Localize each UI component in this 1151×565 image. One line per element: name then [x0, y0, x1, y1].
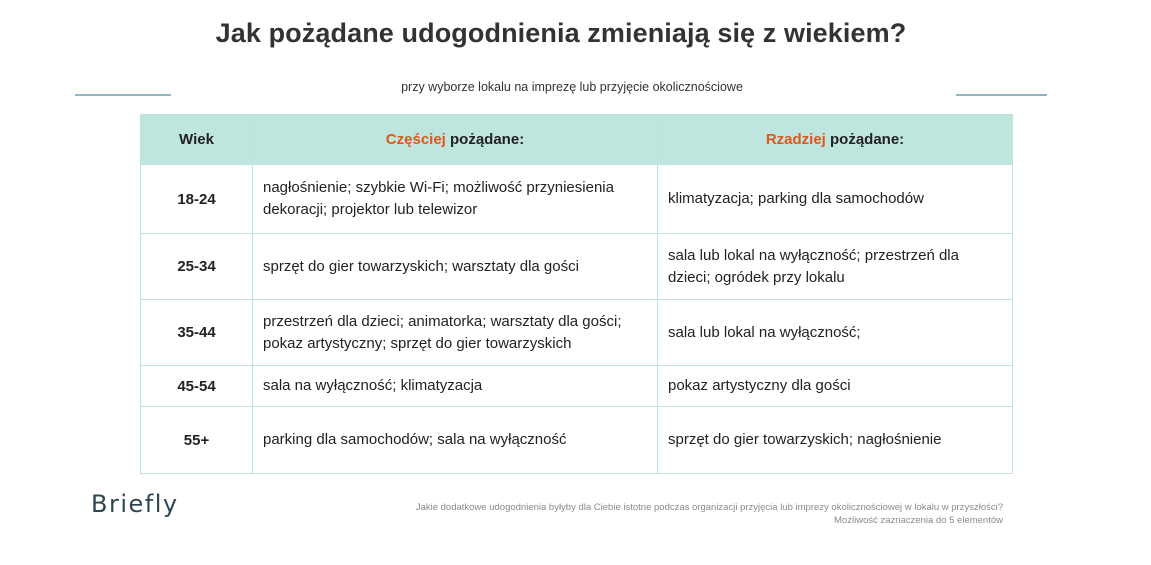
age-cell: 35-44	[141, 300, 253, 366]
more-desired-cell: parking dla samochodów; sala na wyłączność	[253, 407, 658, 474]
page-subtitle: przy wyborze lokalu na imprezę lub przyjęcie okolicznościowe	[401, 80, 743, 94]
decorative-line-right	[956, 94, 1047, 96]
table-row	[141, 407, 1013, 474]
brand-logo: Briefly	[91, 490, 179, 518]
less-desired-cell: pokaz artystyczny dla gości	[658, 366, 1013, 407]
table-row	[141, 366, 1013, 407]
page-title: Jak pożądane udogodnienia zmieniają się z wiekiem?	[215, 18, 907, 48]
less-desired-cell: sala lub lokal na wyłączność; przestrzeń dla dzieci; ogródek przy lokalu	[658, 234, 1013, 300]
age-cell: 25-34	[141, 234, 253, 300]
header-less-desired	[658, 115, 1013, 165]
footnote-note: Możliwość zaznaczenia do 5 elementów	[834, 515, 1003, 526]
decorative-line-left	[75, 94, 171, 96]
less-desired-cell: sala lub lokal na wyłączność;	[658, 300, 1013, 366]
table-row	[141, 234, 1013, 300]
more-desired-cell: sprzęt do gier towarzyskich; warsztaty dla gości	[253, 234, 658, 300]
header-age: Wiek	[141, 115, 253, 165]
header-more-rest: pożądane:	[445, 131, 525, 148]
less-desired-cell: sprzęt do gier towarzyskich; nagłośnienie	[658, 407, 1013, 474]
header-more-desired	[253, 115, 658, 165]
more-desired-cell: przestrzeń dla dzieci; animatorka; warsztaty dla gości; pokaz artystyczny; sprzęt do gier towarzyskich	[253, 300, 658, 366]
header-more-accent: Częściej	[385, 131, 446, 148]
table-row	[141, 165, 1013, 234]
more-desired-cell: sala na wyłączność; klimatyzacja	[253, 366, 658, 407]
header-less-accent: Rzadziej	[765, 131, 826, 148]
header-less-rest: pożądane:	[825, 131, 905, 148]
footnote-question: Jakie dodatkowe udogodnienia byłyby dla Ciebie istotne podczas organizacji przyjęcia lub imprezy okolicznościowej w lokalu w przyszłości?	[415, 502, 1003, 513]
table-header-row	[141, 115, 1013, 165]
table-row	[141, 300, 1013, 366]
more-desired-cell: nagłośnienie; szybkie Wi-Fi; możliwość przyniesienia dekoracji; projektor lub telewizor	[253, 165, 658, 234]
age-cell: 45-54	[141, 366, 253, 407]
age-cell: 18-24	[141, 165, 253, 234]
footnote	[416, 501, 1003, 527]
age-cell: 55+	[141, 407, 253, 474]
amenities-table	[140, 114, 1013, 474]
less-desired-cell: klimatyzacja; parking dla samochodów	[658, 165, 1013, 234]
